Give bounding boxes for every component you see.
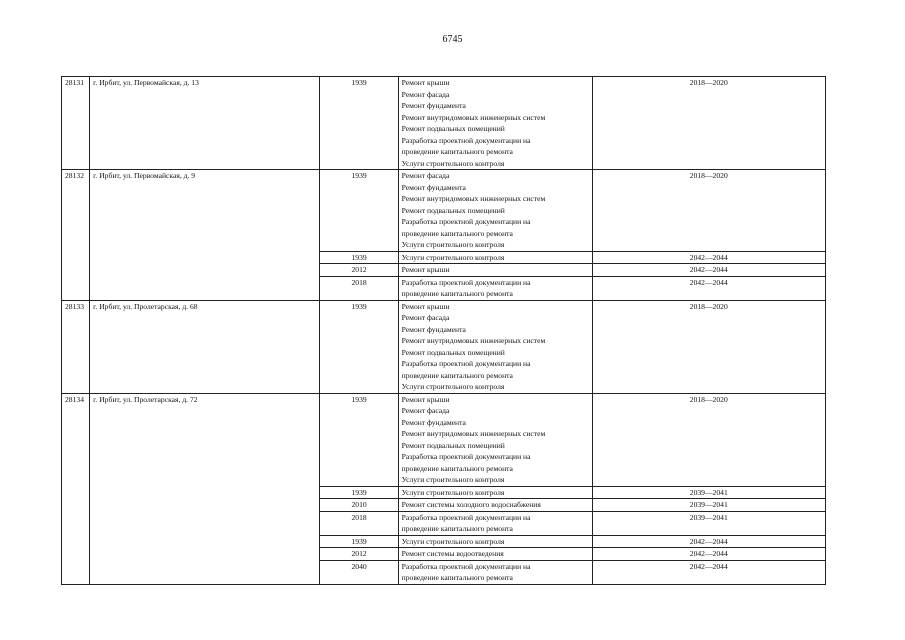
build-year: 2040 bbox=[320, 560, 398, 584]
work-item: Разработка проектной документации на bbox=[401, 452, 531, 461]
build-year: 1939 bbox=[320, 251, 398, 264]
work-types bbox=[398, 170, 592, 252]
work-item: Ремонт фундамента bbox=[401, 182, 466, 192]
work-item: Услуги строительного контроля bbox=[401, 382, 505, 391]
record-id: 28132 bbox=[62, 170, 90, 301]
repair-period: 2018—2020 bbox=[592, 77, 825, 170]
work-item: Услуги строительного контроля bbox=[401, 475, 505, 484]
work-item: Ремонт фасада bbox=[401, 313, 450, 322]
work-item: Ремонт крыши bbox=[401, 78, 450, 87]
work-types bbox=[398, 486, 592, 499]
work-item: проведение капитального ремонта bbox=[401, 370, 513, 380]
build-year: 1939 bbox=[320, 300, 398, 393]
repair-period: 2039—2041 bbox=[592, 499, 825, 512]
table-row bbox=[62, 77, 826, 170]
work-item: Разработка проектной документации на bbox=[401, 512, 531, 522]
work-item: Разработка проектной документации на bbox=[401, 217, 531, 226]
record-address: г. Ирбит, ул. Первомайская, д. 9 bbox=[90, 170, 320, 301]
work-item: Услуги строительного контроля bbox=[401, 252, 505, 262]
build-year: 2018 bbox=[320, 276, 398, 300]
build-year: 2012 bbox=[320, 548, 398, 561]
work-types bbox=[398, 251, 592, 264]
repair-period: 2042—2044 bbox=[592, 535, 825, 548]
work-item: Услуги строительного контроля bbox=[401, 240, 505, 249]
capital-repair-table bbox=[61, 76, 826, 585]
work-item: Ремонт внутридомовых инженерных систем bbox=[401, 429, 546, 438]
work-item: Ремонт подвальных помещений bbox=[401, 440, 505, 450]
work-item: Ремонт внутридомовых инженерных систем bbox=[401, 336, 546, 345]
work-types bbox=[398, 393, 592, 486]
work-item: Ремонт внутридомовых инженерных систем bbox=[401, 112, 546, 122]
work-types bbox=[398, 548, 592, 561]
work-item: Ремонт фасада bbox=[401, 171, 450, 180]
work-item: Ремонт фасада bbox=[401, 89, 450, 99]
work-types bbox=[398, 560, 592, 584]
build-year: 1939 bbox=[320, 170, 398, 252]
work-item: Услуги строительного контроля bbox=[401, 158, 505, 168]
table-row bbox=[62, 393, 826, 486]
work-types bbox=[398, 264, 592, 277]
work-item: проведение капитального ремонта bbox=[401, 289, 513, 298]
repair-period: 2018—2020 bbox=[592, 300, 825, 393]
record-address: г. Ирбит, ул. Пролетарская, д. 72 bbox=[90, 393, 320, 584]
work-types bbox=[398, 511, 592, 535]
record-id: 28131 bbox=[62, 77, 90, 170]
work-item: Ремонт подвальных помещений bbox=[401, 205, 505, 215]
repair-period: 2042—2044 bbox=[592, 251, 825, 264]
record-address: г. Ирбит, ул. Первомайская, д. 13 bbox=[90, 77, 320, 170]
work-types bbox=[398, 77, 592, 170]
work-item: Ремонт крыши bbox=[401, 301, 450, 311]
work-item: Ремонт фундамента bbox=[401, 324, 466, 334]
work-item: Ремонт крыши bbox=[401, 265, 450, 274]
work-item: Ремонт фундамента bbox=[401, 417, 466, 427]
repair-period: 2039—2041 bbox=[592, 511, 825, 535]
repair-period: 2018—2020 bbox=[592, 393, 825, 486]
build-year: 1939 bbox=[320, 77, 398, 170]
record-id: 28133 bbox=[62, 300, 90, 393]
work-item: Ремонт подвальных помещений bbox=[401, 347, 505, 357]
repair-period: 2042—2044 bbox=[592, 560, 825, 584]
work-item: Разработка проектной документации на bbox=[401, 277, 531, 287]
work-types bbox=[398, 276, 592, 300]
repair-period: 2039—2041 bbox=[592, 486, 825, 499]
work-item: проведение капитального ремонта bbox=[401, 147, 513, 156]
work-types bbox=[398, 499, 592, 512]
work-item: проведение капитального ремонта bbox=[401, 573, 513, 582]
table-row bbox=[62, 170, 826, 252]
build-year: 1939 bbox=[320, 535, 398, 548]
repair-period: 2042—2044 bbox=[592, 276, 825, 300]
work-item: Услуги строительного контроля bbox=[401, 536, 505, 546]
work-item: Разработка проектной документации на bbox=[401, 135, 531, 145]
build-year: 1939 bbox=[320, 486, 398, 499]
repair-period: 2018—2020 bbox=[592, 170, 825, 252]
work-item: проведение капитального ремонта bbox=[401, 228, 513, 238]
work-item: Разработка проектной документации на bbox=[401, 359, 531, 368]
table-row bbox=[62, 300, 826, 393]
repair-period: 2042—2044 bbox=[592, 264, 825, 277]
work-item: проведение капитального ремонта bbox=[401, 463, 513, 473]
record-address: г. Ирбит, ул. Пролетарская, д. 68 bbox=[90, 300, 320, 393]
work-item: Ремонт подвальных помещений bbox=[401, 124, 505, 133]
work-types bbox=[398, 535, 592, 548]
work-item: Ремонт фундамента bbox=[401, 101, 466, 110]
build-year: 2012 bbox=[320, 264, 398, 277]
work-item: Разработка проектной документации на bbox=[401, 561, 531, 571]
work-types bbox=[398, 300, 592, 393]
work-item: Ремонт фасада bbox=[401, 406, 450, 415]
work-item: Ремонт крыши bbox=[401, 394, 450, 404]
work-item: Ремонт системы водоотведения bbox=[401, 549, 504, 558]
record-id: 28134 bbox=[62, 393, 90, 584]
build-year: 1939 bbox=[320, 393, 398, 486]
table-body bbox=[62, 77, 826, 585]
work-item: Ремонт системы холодного водоснабжения bbox=[401, 500, 541, 509]
work-item: Услуги строительного контроля bbox=[401, 487, 505, 497]
repair-period: 2042—2044 bbox=[592, 548, 825, 561]
build-year: 2018 bbox=[320, 511, 398, 535]
page-number: 6745 bbox=[442, 34, 463, 45]
work-item: Ремонт внутридомовых инженерных систем bbox=[401, 194, 546, 203]
build-year: 2010 bbox=[320, 499, 398, 512]
work-item: проведение капитального ремонта bbox=[401, 524, 513, 533]
